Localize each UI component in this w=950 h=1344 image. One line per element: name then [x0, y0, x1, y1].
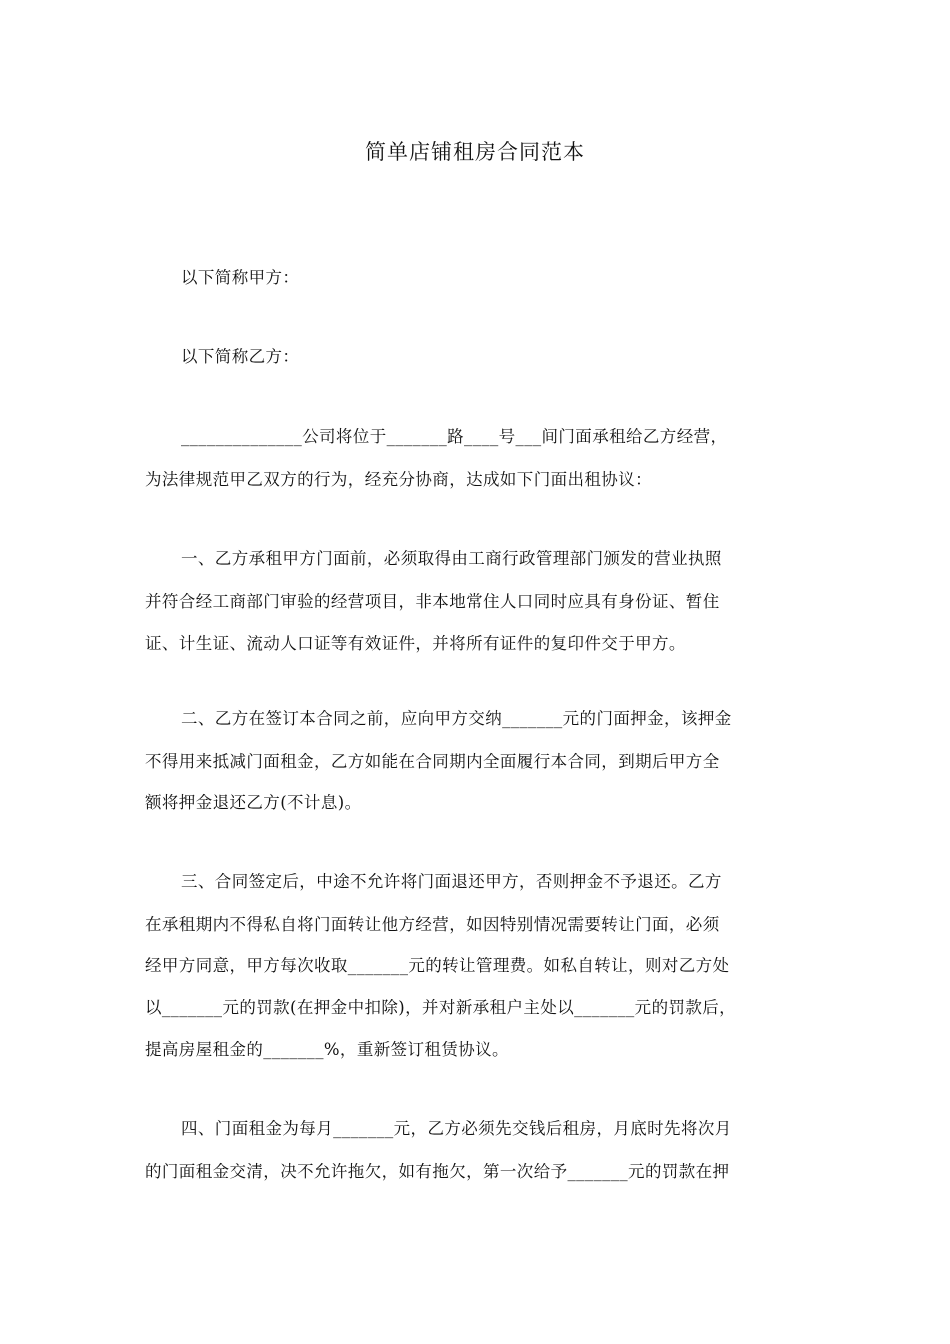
clause-3-line-1: 三、合同签定后，中途不允许将门面退还甲方，否则押金不予退还。乙方: [181, 872, 722, 891]
party-a-line: 以下简称甲方：: [181, 268, 300, 287]
document-title: 简单店铺租房合同范本: [365, 140, 585, 164]
intro-line-1: ______________公司将位于_______路____号___间门面承租给乙方经营，: [181, 427, 728, 446]
clause-2-line-3: 额将押金退还乙方(不计息)。: [145, 793, 362, 812]
clause-1-line-3: 证、计生证、流动人口证等有效证件，并将所有证件的复印件交于甲方。: [145, 634, 686, 653]
party-b-line: 以下简称乙方：: [181, 347, 300, 366]
clause-1-line-1: 一、乙方承租甲方门面前，必须取得由工商行政管理部门颁发的营业执照: [181, 549, 722, 568]
intro-line-2: 为法律规范甲乙双方的行为，经充分协商，达成如下门面出租协议：: [145, 470, 652, 489]
clause-3-line-3: 经甲方同意，甲方每次收取_______元的转让管理费。如私自转让，则对乙方处: [145, 956, 730, 975]
clause-3-line-4: 以_______元的罚款(在押金中扣除)，并对新承租户主处以_______元的罚款后，: [145, 998, 737, 1017]
clause-2-line-2: 不得用来抵减门面租金，乙方如能在合同期内全面履行本合同，到期后甲方全: [145, 752, 720, 771]
clause-1-line-2: 并符合经工商部门审验的经营项目，非本地常住人口同时应具有身份证、暂住: [145, 592, 720, 611]
clause-3-line-5: 提高房屋租金的_______%，重新签订租赁协议。: [145, 1040, 509, 1059]
clause-2-line-1: 二、乙方在签订本合同之前，应向甲方交纳_______元的门面押金，该押金: [181, 709, 732, 728]
clause-4-line-1: 四、门面租金为每月_______元，乙方必须先交钱后租房，月底时先将次月: [181, 1119, 732, 1138]
clause-3-line-2: 在承租期内不得私自将门面转让他方经营，如因特别情况需要转让门面，必须: [145, 915, 720, 934]
clause-4-line-2: 的门面租金交清，决不允许拖欠，如有拖欠，第一次给予_______元的罚款在押: [145, 1162, 730, 1181]
